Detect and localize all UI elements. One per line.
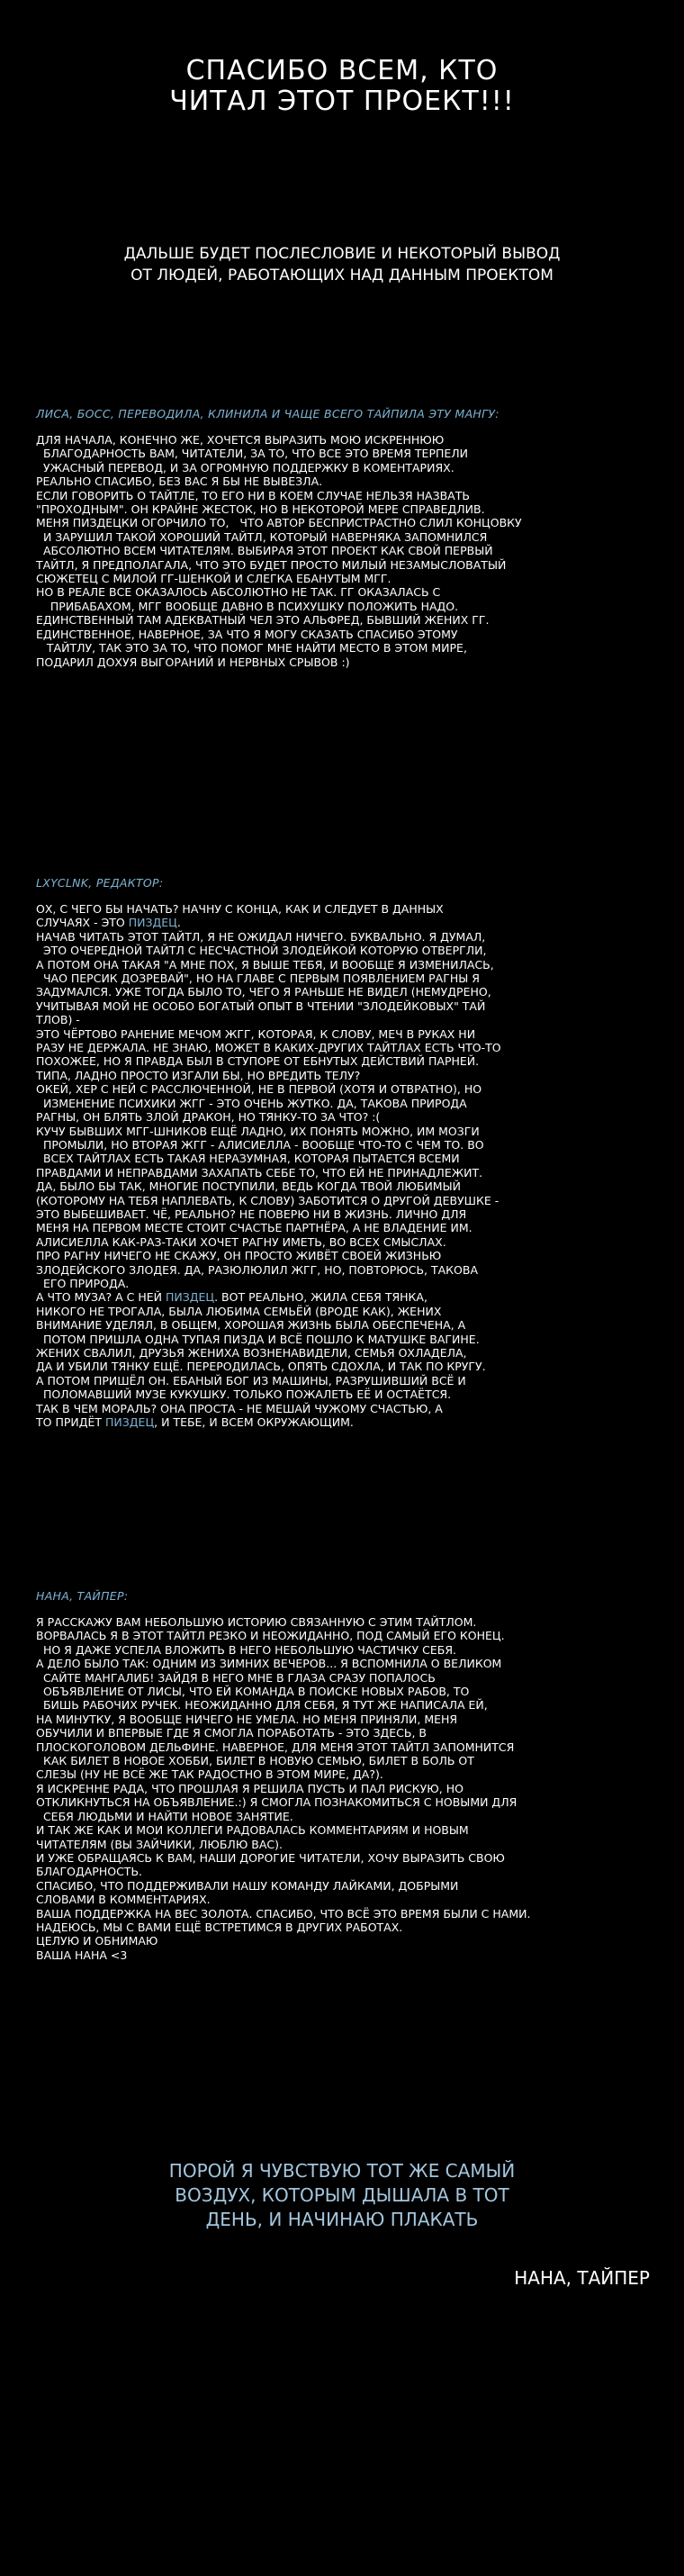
text-line: ПРО РАГНУ НИЧЕГО НЕ СКАЖУ, ОН ПРОСТО ЖИВЁТ СВОЕЙ ЖИЗНЬЮ xyxy=(36,1249,442,1263)
text-line: ПОДАРИЛ ДОХУЯ ВЫГОРАНИЙ И НЕРВНЫХ СРЫВОВ :) xyxy=(36,655,350,669)
text-line: УЖАСНЫЙ ПЕРЕВОД, И ЗА ОГРОМНУЮ ПОДДЕРЖКУ В КОМЕНТАРИЯХ. xyxy=(36,460,454,475)
text-line: ВСЕХ ТАЙТЛАХ ЕСТЬ ТАКАЯ НЕРАЗУМНАЯ, КОТОРАЯ ПЫТАЕТСЯ ВСЕМИ xyxy=(36,1152,460,1166)
text-line: ТАК В ЧЕМ МОРАЛЬ? ОНА ПРОСТА - НЕ МЕШАЙ ЧУЖОМУ СЧАСТЬЮ, А xyxy=(36,1401,443,1415)
section-heading: LXYCLNK, РЕДАКТОР: xyxy=(36,876,164,890)
text-line: ВНИМАНИЕ УДЕЛЯЛ, В ОБЩЕМ, ХОРОШАЯ ЖИЗНЬ БЫЛА ОБЕСПЕЧЕНА, А xyxy=(36,1318,466,1333)
afterword-section-nana xyxy=(36,1589,666,1962)
text-line: ПРАВДАМИ И НЕПРАВДАМИ ЗАХАПАТЬ СЕБЕ ТО, ЧТО ЕЙ НЕ ПРИНАДЛЕЖИТ. xyxy=(36,1165,483,1180)
text-line: СПАСИБО, ЧТО ПОДДЕРЖИВАЛИ НАШУ КОМАНДУ ЛАЙКАМИ, ДОБРЫМИ xyxy=(36,1878,459,1893)
afterword-section-editor xyxy=(36,876,666,1429)
text-line: ЭТО ОЧЕРЕДНОЙ ТАЙТЛ С НЕСЧАСТНОЙ ЗЛОДЕЙКОЙ КОТОРУЮ ОТВЕРГЛИ, xyxy=(36,944,487,958)
text-line: ТО ПРИДЁТ ПИЗДЕЦ, И ТЕБЕ, И ВСЕМ ОКРУЖАЮЩИМ. xyxy=(36,1415,354,1430)
quote-line-3: ДЕНЬ, И НАЧИНАЮ ПЛАКАТЬ xyxy=(205,2209,479,2230)
text-line: ЕДИНСТВЕННОЕ, НАВЕРНОЕ, ЗА ЧТО Я МОГУ СКАЗАТЬ СПАСИБО ЭТОМУ xyxy=(36,627,458,641)
text-line: СЕБЯ ЛЮДЬМИ И НАЙТИ НОВОЕ ЗАНЯТИЕ. xyxy=(36,1809,293,1823)
text-line: БИШЬ РАБОЧИХ РУЧЕК. НЕОЖИДАННО ДЛЯ СЕБЯ, Я ТУТ ЖЕ НАПИСАЛА ЕЙ, xyxy=(36,1698,488,1713)
text-line: КАК БИЛЕТ В НОВОЕ ХОББИ, БИЛЕТ В НОВУЮ СЕМЬЮ, БИЛЕТ В БОЛЬ ОТ xyxy=(36,1754,474,1768)
text-line: ПОТОМ ПРИШЛА ОДНА ТУПАЯ ПИЗДА И ВСЁ ПОШЛО К МАТУШКЕ ВАГИНЕ. xyxy=(36,1332,480,1346)
text-line: СЛОВАМИ В КОММЕНТАРИЯХ. xyxy=(36,1893,211,1907)
text-line: ТАЙТЛУ, ТАК ЭТО ЗА ТО, ЧТО ПОМОГ МНЕ НАЙТИ МЕСТО В ЭТОМ МИРЕ, xyxy=(36,641,467,655)
text-line: ОБУЧИЛИ И ВПЕРВЫЕ ГДЕ Я СМОГЛА ПОРАБОТАТЬ - ЭТО ЗДЕСЬ, В xyxy=(36,1726,427,1740)
text-line: ДА И УБИЛИ ТЯНКУ ЕЩЁ. ПЕРЕРОДИЛАСЬ, ОПЯТЬ СДОХЛА, И ТАК ПО КРУГУ. xyxy=(36,1360,486,1374)
text-line: СЛУЧАЯХ - ЭТО ПИЗДЕЦ. xyxy=(36,916,181,930)
text-line: НО Я ДАЖЕ УСПЕЛА ВЛОЖИТЬ В НЕГО НЕБОЛЬШУЮ ЧАСТИЧКУ СЕБЯ. xyxy=(36,1642,456,1657)
text-line: ПЛОСКОГОЛОВОМ ДЕЛЬФИНЕ. НАВЕРНОЕ, ДЛЯ МЕНЯ ЭТОТ ТАЙТЛ ЗАПОМНИТСЯ xyxy=(36,1740,515,1754)
text-line: МЕНЯ НА ПЕРВОМ МЕСТЕ СТОИТ СЧАСТЬЕ ПАРТНЁРА, А НЕ ВЛАДЕНИЕ ИМ. xyxy=(36,1221,472,1235)
text-line: АБСОЛЮТНО ВСЕМ ЧИТАТЕЛЯМ. ВЫБИРАЯ ЭТОТ ПРОЕКТ КАК СВОЙ ПЕРВЫЙ xyxy=(36,544,493,558)
highlighted-word: ПИЗДЕЦ xyxy=(128,916,177,930)
text-line: КУЧУ БЫВШИХ МГГ-ШНИКОВ ЕЩЁ ЛАДНО, ИХ ПОНЯТЬ МОЖНО, ИМ МОЗГИ xyxy=(36,1124,480,1138)
text-line: ИЗМЕНЕНИЕ ПСИХИКИ ЖГГ - ЭТО ОЧЕНЬ ЖУТКО. ДА, ТАКОВА ПРИРОДА xyxy=(36,1096,467,1110)
text-line: ТАЙТЛ, Я ПРЕДПОЛАГАЛА, ЧТО ЭТО БУДЕТ ПРОСТО МИЛЫЙ НЕЗАМЫСЛОВАТЫЙ xyxy=(36,557,507,572)
page-title xyxy=(0,56,684,117)
section-heading: ЛИСА, БОСС, ПЕРЕВОДИЛА, КЛИНИЛА И ЧАЩЕ ВСЕГО ТАЙПИЛА ЭТУ МАНГУ: xyxy=(36,407,500,420)
text-line: МЕНЯ ПИЗДЕЦКИ ОГОРЧИЛО ТО, ЧТО АВТОР БЕСПРИСТРАСТНО СЛИЛ КОНЦОВКУ xyxy=(36,516,522,530)
text-line: ДЛЯ НАЧАЛА, КОНЕЧНО ЖЕ, ХОЧЕТСЯ ВЫРАЗИТЬ МОЮ ИСКРЕННЮЮ xyxy=(36,433,445,447)
text-line: БЛАГОДАРНОСТЬ. xyxy=(36,1865,142,1879)
text-line: НО В РЕАЛЕ ВСЕ ОКАЗАЛОСЬ АБСОЛЮТНО НЕ ТАК. ГГ ОКАЗАЛАСЬ С xyxy=(36,585,441,600)
text-line: А ЧТО МУЗА? А С НЕЙ ПИЗДЕЦ. ВОТ РЕАЛЬНО, ЖИЛА СЕБЯ ТЯНКА, xyxy=(36,1290,428,1305)
text-line: УЧИТЫВАЯ МОЙ НЕ ОСОБО БОГАТЫЙ ОПЫТ В ЧТЕНИИ "ЗЛОДЕЙКОВЫХ" ТАЙ xyxy=(36,999,486,1013)
text-line: ЦЕЛУЮ И ОБНИМАЮ xyxy=(36,1934,158,1948)
text-line: СЛЕЗЫ (НУ НЕ ВСЁ ЖЕ ТАК РАДОСТНО В ЭТОМ МИРЕ, ДА?). xyxy=(36,1767,383,1782)
text-line: И ЗАРУШИЛ ТАКОЙ ХОРОШИЙ ТАЙТЛ, КОТОРЫЙ НАВЕРНЯКА ЗАПОМНИЛСЯ xyxy=(36,529,488,544)
text-line: НАЧАВ ЧИТАТЬ ЭТОТ ТАЙТЛ, Я НЕ ОЖИДАЛ НИЧЕГО. БУКВАЛЬНО. Я ДУМАЛ, xyxy=(36,929,486,944)
highlighted-word: ПИЗДЕЦ xyxy=(105,1415,155,1430)
text-line: Я ИСКРЕННЕ РАДА, ЧТО ПРОШЛАЯ Я РЕШИЛА ПУСТЬ И ПАЛ РИСКУЮ, НО xyxy=(36,1781,464,1795)
text-line: РЕАЛЬНО СПАСИБО, БЕЗ ВАС Я БЫ НЕ ВЫВЕЗЛА. xyxy=(36,475,323,489)
text-line: ОБЪЯВЛЕНИЕ ОТ ЛИСЫ, ЧТО ЕЙ КОМАНДА В ПОИСКЕ НОВЫХ РАБОВ, ТО xyxy=(36,1685,470,1699)
text-line: ПОХОЖЕЕ, НО Я ПРАВДА БЫЛ В СТУПОРЕ ОТ ЕБНУТЫХ ДЕЙСТВИЙ ПАРНЕЙ. xyxy=(36,1054,480,1069)
text-line: ЗЛОДЕЙСКОГО ЗЛОДЕЯ. ДА, РАЗЮЛЮЛИЛ ЖГГ, НО, ПОВТОРЮСЬ, ТАКОВА xyxy=(36,1262,479,1277)
text-line: РАГНЫ, ОН БЛЯТЬ ЗЛОЙ ДРАКОН, НО ТЯНКУ-ТО ЗА ЧТО? :( xyxy=(36,1110,381,1125)
text-line: ЖЕНИХ СВАЛИЛ, ДРУЗЬЯ ЖЕНИХА ВОЗНЕНАВИДЕЛИ, СЕМЬЯ ОХЛАДЕЛА, xyxy=(36,1346,467,1360)
text-line: ТИПА, ЛАДНО ПРОСТО ИЗГАЛИ БЫ, НО ВРЕДИТЬ ТЕЛУ? xyxy=(36,1068,361,1082)
text-line: А ДЕЛО БЫЛО ТАК: ОДНИМ ИЗ ЗИМНИХ ВЕЧЕРОВ... Я ВСПОМНИЛА О ВЕЛИКОМ xyxy=(36,1657,502,1671)
text-line: ОТКЛИКНУТЬСЯ НА ОБЪЯВЛЕНИЕ.:) Я СМОГЛА ПОЗНАКОМИТЬСЯ С НОВЫМИ ДЛЯ xyxy=(36,1795,518,1810)
text-line: НА МИНУТКУ, Я ВООБЩЕ НИЧЕГО НЕ УМЕЛА. НО МЕНЯ ПРИНЯЛИ, МЕНЯ xyxy=(36,1712,458,1726)
text-line: ПРОМЫЛИ, НО ВТОРАЯ ЖГГ - АЛИСИЕЛЛА - ВООБЩЕ ЧТО-ТО С ЧЕМ ТО. ВО xyxy=(36,1137,484,1152)
intro-text xyxy=(0,243,684,286)
text-line: АЛИСИЕЛЛА КАК-РАЗ-ТАКИ ХОЧЕТ РАГНУ ИМЕТЬ, ВО ВСЕХ СМЫСЛАХ. xyxy=(36,1234,446,1249)
text-line: ЧИТАТЕЛЯМ (ВЫ ЗАЙЧИКИ, ЛЮБЛЮ ВАС). xyxy=(36,1837,283,1851)
section-body xyxy=(36,1615,666,1962)
text-line: И УЖЕ ОБРАЩАЯСЬ К ВАМ, НАШИ ДОРОГИЕ ЧИТАТЕЛИ, ХОЧУ ВЫРАЗИТЬ СВОЮ xyxy=(36,1850,505,1865)
text-line: ВАША ПОДДЕРЖКА НА ВЕС ЗОЛОТА. СПАСИБО, ЧТО ВСЁ ЭТО ВРЕМЯ БЫЛИ С НАМИ. xyxy=(36,1906,531,1921)
signature: НАНА, ТАЙПЕР xyxy=(514,2267,650,2289)
text-line: ТЛОВ) - xyxy=(36,1013,80,1027)
title-line-2: ЧИТАЛ ЭТОТ ПРОЕКТ!!! xyxy=(169,86,515,117)
highlighted-word: ПИЗДЕЦ xyxy=(165,1290,215,1305)
quote-line-1: ПОРОЙ Я ЧУВСТВУЮ ТОТ ЖЕ САМЫЙ xyxy=(168,2160,516,2182)
text-line: ПРИБАБАХОМ, МГГ ВООБЩЕ ДАВНО В ПСИХУШКУ ПОЛОЖИТЬ НАДО. xyxy=(36,599,459,613)
text-line: ОХ, С ЧЕГО БЫ НАЧАТЬ? НАЧНУ С КОНЦА, КАК И СЛЕДУЕТ В ДАННЫХ xyxy=(36,902,444,916)
text-line: ПОЛОМАВШИЙ МУЗЕ КУКУШКУ. ТОЛЬКО ПОЖАЛЕТЬ ЕЁ И ОСТАЁТСЯ. xyxy=(36,1387,452,1402)
closing-quote xyxy=(0,2159,684,2232)
afterword-section-lisa xyxy=(36,407,666,669)
text-line: ЧАО ПЕРСИК ДОЗРЕВАЙ", НО НА ГЛАВЕ С ПЕРВЫМ ПОЯВЛЕНИЕМ РАГНЫ Я xyxy=(36,972,480,986)
text-line: ЕДИНСТВЕННЫЙ ТАМ АДЕКВАТНЫЙ ЧЕЛ ЭТО АЛЬФРЕД, БЫВШИЙ ЖЕНИХ ГГ. xyxy=(36,613,490,628)
section-body xyxy=(36,902,666,1429)
text-line: ОКЕЙ, ХЕР С НЕЙ С РАССЛЮЧЕННОЙ, НЕ В ПЕРВОЙ (ХОТЯ И ОТВРАТНО), НО xyxy=(36,1082,482,1097)
text-line: РАЗУ НЕ ДЕРЖАЛА. НЕ ЗНАЮ, МОЖЕТ В КАКИХ-ДРУГИХ ТАЙТЛАХ ЕСТЬ ЧТО-ТО xyxy=(36,1041,501,1055)
text-line: ЕСЛИ ГОВОРИТЬ О ТАЙТЛЕ, ТО ЕГО НИ В КОЕМ СЛУЧАЕ НЕЛЬЗЯ НАЗВАТЬ xyxy=(36,488,470,502)
text-line: А ПОТОМ ПРИШЁЛ ОН. ЕБАНЫЙ БОГ ИЗ МАШИНЫ, РАЗРУШИВШИЙ ВСЁ И xyxy=(36,1373,466,1387)
text-line: ВАША НАНА <3 xyxy=(36,1948,128,1962)
title-line-1: СПАСИБО ВСЕМ, КТО xyxy=(185,55,499,86)
text-line: ЭТО ВЫБЕШИВАЕТ. ЧЁ, РЕАЛЬНО? НЕ ПОВЕРЮ НИ В ЖИЗНЬ. ЛИЧНО ДЛЯ xyxy=(36,1207,467,1221)
text-line: ЭТО ЧЁРТОВО РАНЕНИЕ МЕЧОМ ЖГГ, КОТОРАЯ, К СЛОВУ, МЕЧ В РУКАХ НИ xyxy=(36,1026,476,1041)
text-line: БЛАГОДАРНОСТЬ ВАМ, ЧИТАТЕЛИ, ЗА ТО, ЧТО ВСЕ ЭТО ВРЕМЯ ТЕРПЕЛИ xyxy=(36,447,469,461)
text-line: ЕГО ПРИРОДА. xyxy=(36,1276,130,1290)
text-line: И ТАК ЖЕ КАК И МОИ КОЛЛЕГИ РАДОВАЛАСЬ КОММЕНТАРИЯМ И НОВЫМ xyxy=(36,1823,469,1838)
text-line: НАДЕЮСЬ, МЫ С ВАМИ ЕЩЁ ВСТРЕТИМСЯ В ДРУГИХ РАБОТАХ. xyxy=(36,1920,403,1934)
text-line: НИКОГО НЕ ТРОГАЛА, БЫЛА ЛЮБИМА СЕМЬЁЙ (ВРОДЕ КАК), ЖЕНИХ xyxy=(36,1304,442,1318)
text-line: А ПОТОМ ОНА ТАКАЯ "А МНЕ ПОХ, Я ВЫШЕ ТЕБЯ, И ВООБЩЕ Я ИЗМЕНИЛАСЬ, xyxy=(36,957,494,972)
intro-line-1: ДАЛЬШЕ БУДЕТ ПОСЛЕСЛОВИЕ И НЕКОТОРЫЙ ВЫВОД xyxy=(123,245,561,263)
text-line: ДА, БЫЛО БЫ ТАК, МНОГИЕ ПОСТУПИЛИ, ВЕДЬ КОГДА ТВОЙ ЛЮБИМЫЙ xyxy=(36,1180,461,1194)
section-heading: НАНА, ТАЙПЕР: xyxy=(36,1589,129,1603)
text-line: (КОТОРОМУ НА ТЕБЯ НАПЛЕВАТЬ, К СЛОВУ) ЗАБОТИТСЯ О ДРУГОЙ ДЕВУШКЕ - xyxy=(36,1193,500,1207)
quote-line-2: ВОЗДУХ, КОТОРЫМ ДЫШАЛА В ТОТ xyxy=(175,2184,509,2206)
text-line: САЙТЕ МАНГАЛИБ! ЗАЙДЯ В НЕГО МНЕ В ГЛАЗА СРАЗУ ПОПАЛОСЬ xyxy=(36,1670,436,1685)
intro-line-2: ОТ ЛЮДЕЙ, РАБОТАЮЩИХ НАД ДАННЫМ ПРОЕКТОМ xyxy=(130,267,554,285)
text-line: "ПРОХОДНЫМ". ОН КРАЙНЕ ЖЕСТОК, НО В НЕКОТОРОЙ МЕРЕ СПРАВЕДЛИВ. xyxy=(36,502,485,517)
section-body xyxy=(36,433,666,669)
text-line: ЗАДУМАЛСЯ. УЖЕ ТОГДА БЫЛО ТО, ЧЕГО Я РАНЬШЕ НЕ ВИДЕЛ (НЕМУДРЕНО, xyxy=(36,985,491,999)
text-line: СЮЖЕТЕЦ С МИЛОЙ ГГ-ШЕНКОЙ И СЛЕГКА ЕБАНУТЫМ МГГ. xyxy=(36,572,392,586)
text-line: ВОРВАЛАСЬ Я В ЭТОТ ТАЙТЛ РЕЗКО И НЕОЖИДАННО, ПОД САМЫЙ ЕГО КОНЕЦ. xyxy=(36,1629,505,1643)
text-line: Я РАССКАЖУ ВАМ НЕБОЛЬШУЮ ИСТОРИЮ СВЯЗАННУЮ С ЭТИМ ТАЙТЛОМ. xyxy=(36,1615,477,1629)
